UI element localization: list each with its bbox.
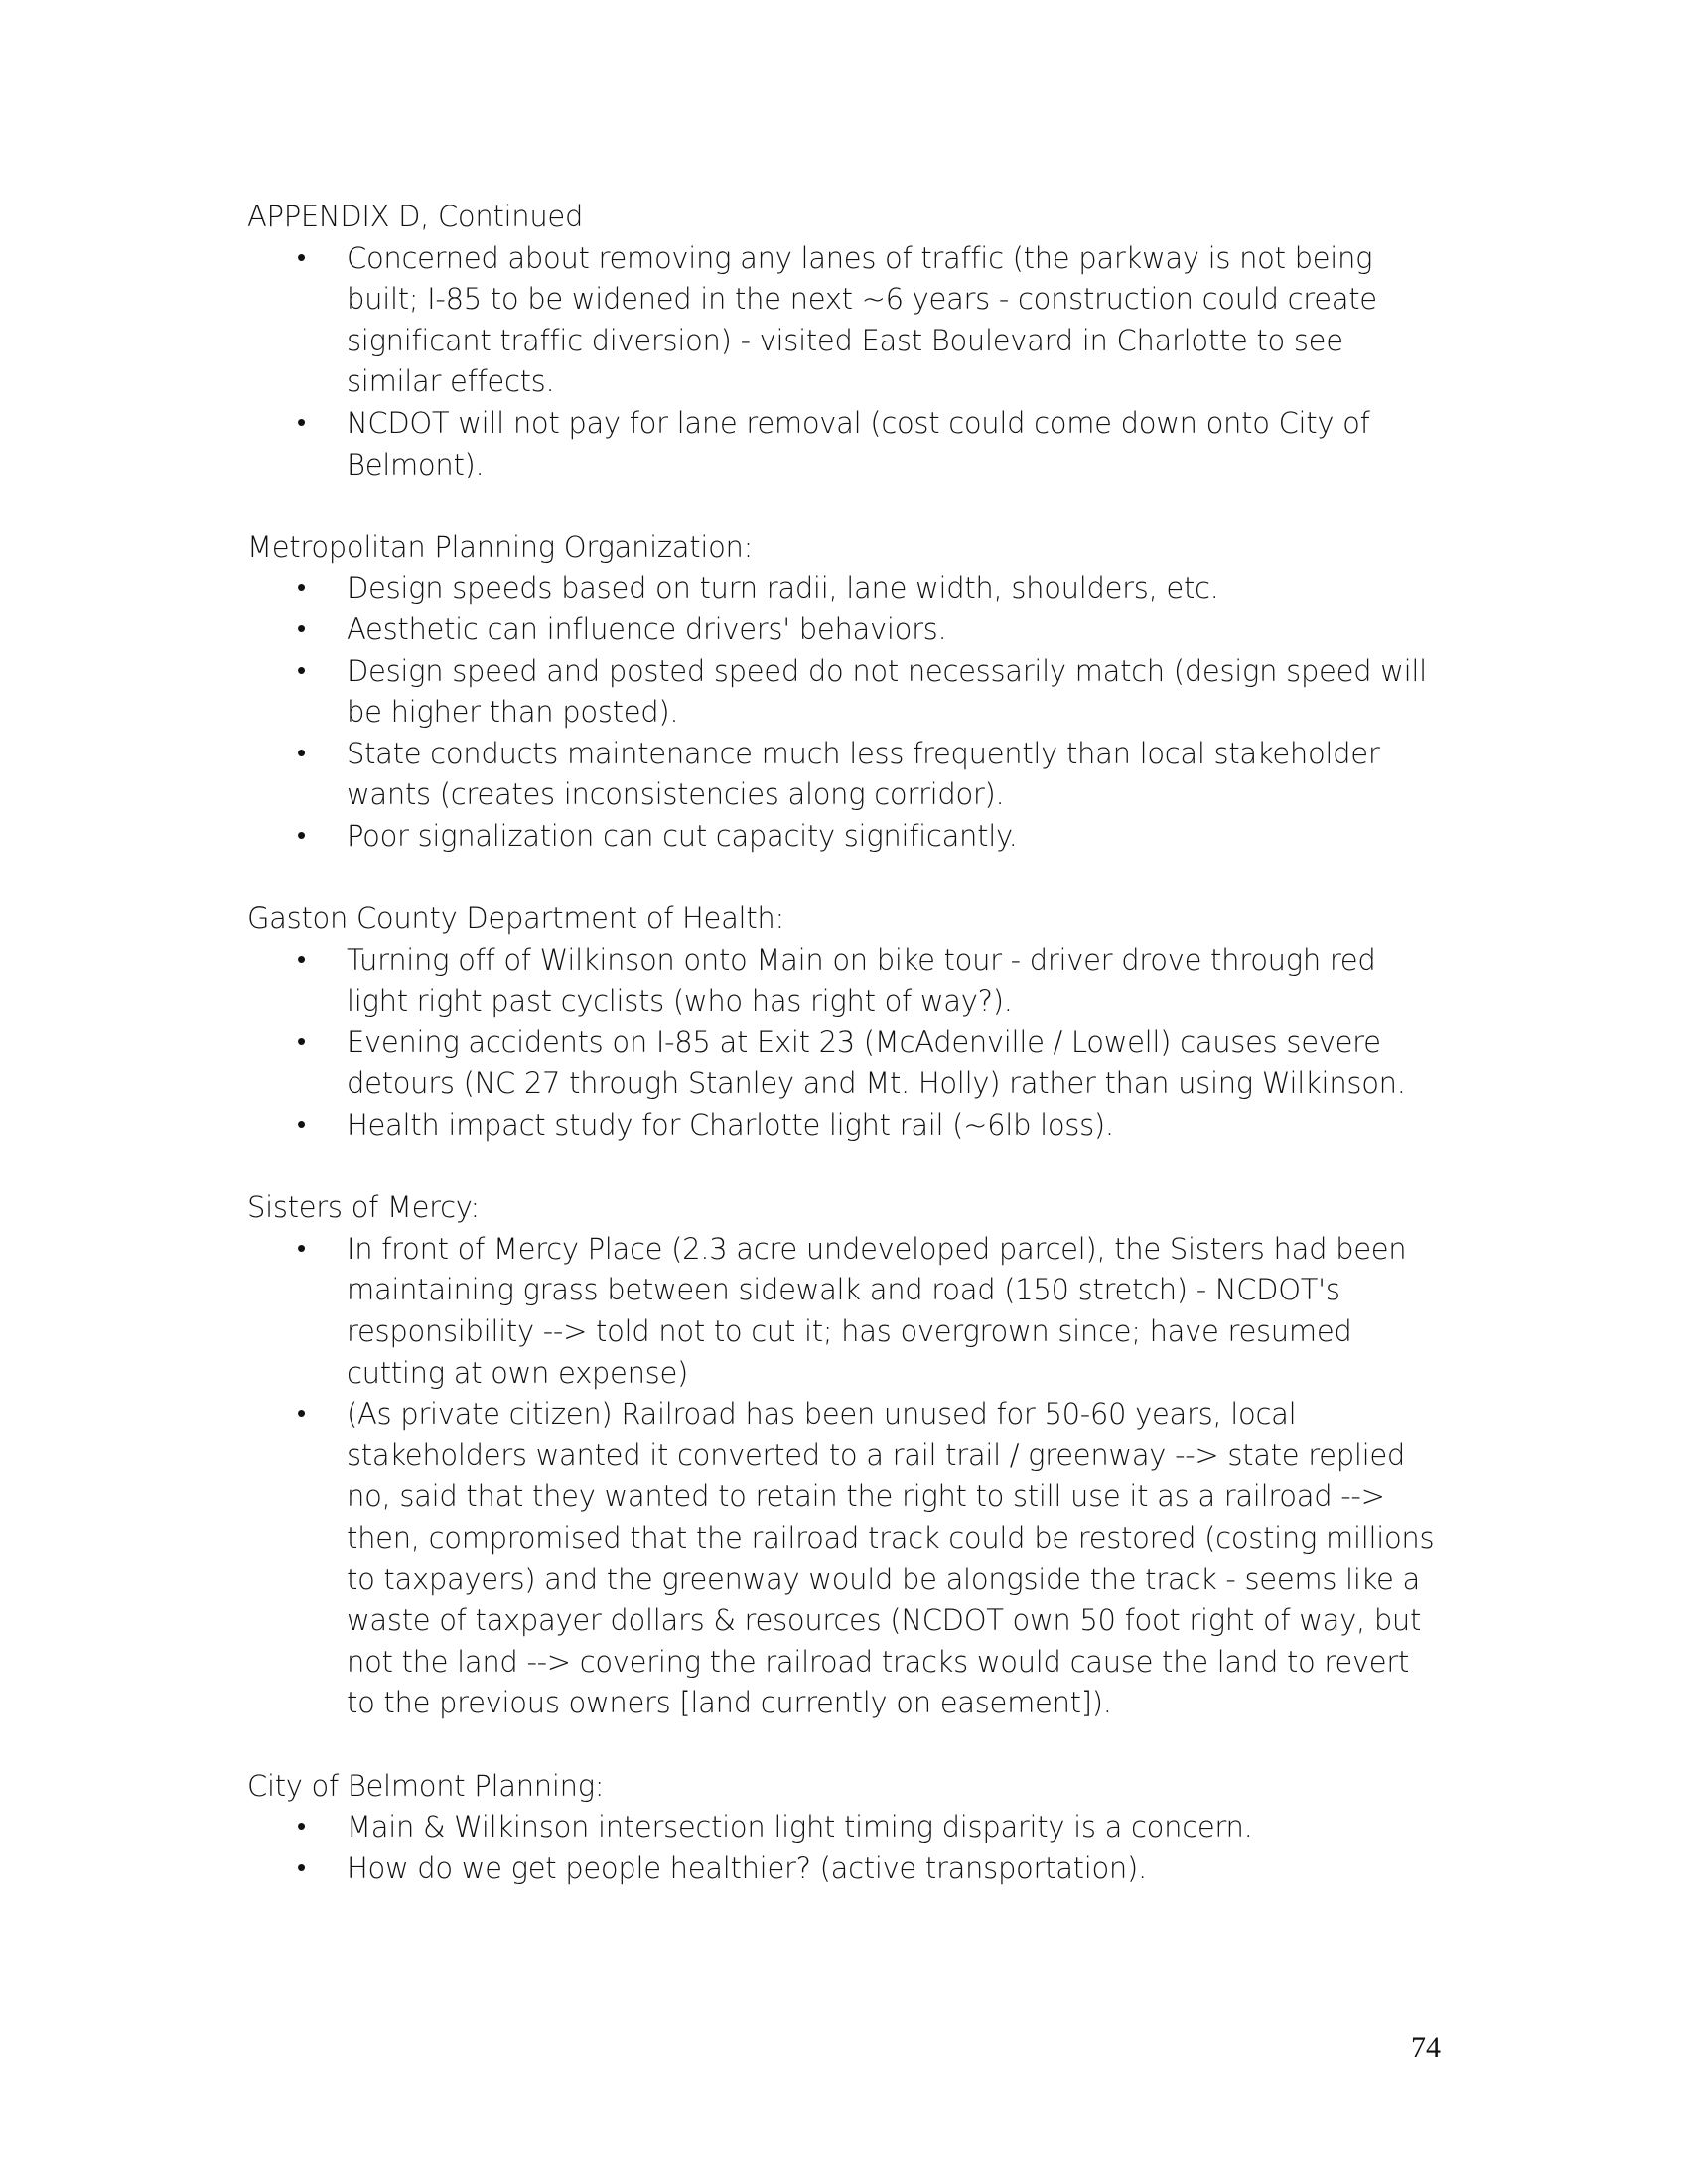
section-metropolitan-planning <box>247 527 1439 858</box>
section-heading: City of Belmont Planning: <box>247 1768 605 1803</box>
section-gaston-health <box>247 898 1439 1147</box>
bullet-list <box>247 1807 1439 1889</box>
section-heading: Sisters of Mercy: <box>247 1190 481 1225</box>
list-item-text: State conducts maintenance much less frequently than local stakeholder wants (creates inconsistencies along corridor). <box>347 736 1380 812</box>
list-item <box>247 1105 1439 1147</box>
list-item-text: Design speeds based on turn radii, lane width, shoulders, etc. <box>347 571 1219 606</box>
bullet-icon: • <box>297 820 306 851</box>
bullet-icon: • <box>297 242 306 273</box>
list-item <box>247 610 1439 651</box>
bullet-list <box>247 940 1439 1147</box>
bullet-icon: • <box>297 1852 306 1883</box>
list-item <box>247 568 1439 610</box>
list-item-text: How do we get people healthier? (active transportation). <box>347 1850 1147 1885</box>
bullet-icon: • <box>297 1233 306 1264</box>
bullet-list <box>247 1229 1439 1724</box>
bullet-icon: • <box>297 738 306 768</box>
section-heading: APPENDIX D, Continued <box>247 200 584 233</box>
list-item-text: Poor signalization can cut capacity significantly. <box>347 818 1018 853</box>
list-item-text: Concerned about removing any lanes of traffic (the parkway is not being built; I-85 to be widened in the next ~6 years - construction could create significant traffic diversion) - visited East Boulevard in Charlotte to see similar effects. <box>347 240 1377 399</box>
list-item <box>247 940 1439 1023</box>
bullet-list <box>247 238 1439 486</box>
list-item <box>247 403 1439 485</box>
bullet-list <box>247 568 1439 857</box>
section-heading: Gaston County Department of Health: <box>247 901 784 936</box>
bullet-icon: • <box>297 407 306 438</box>
list-item <box>247 816 1439 858</box>
bullet-icon: • <box>297 1110 306 1141</box>
list-item <box>247 651 1439 734</box>
bullet-icon: • <box>297 614 306 644</box>
list-item-text: Design speed and posted speed do not necessarily match (design speed will be higher than posted). <box>347 653 1427 730</box>
bullet-icon: • <box>297 573 306 604</box>
section-appendix-d <box>247 197 1439 485</box>
list-item-text: Health impact study for Charlotte light rail (~6lb loss). <box>347 1108 1114 1143</box>
list-item-text: NCDOT will not pay for lane removal (cost could come down onto City of Belmont). <box>347 405 1370 481</box>
bullet-icon: • <box>297 655 306 686</box>
bullet-icon: • <box>297 944 306 975</box>
list-item-text: In front of Mercy Place (2.3 acre undeveloped parcel), the Sisters had been maintaining grass between sidewalk and road (150 stretch) - NCDOT's responsibility --> told not to cut it; has overgrown since; have resumed cutting at own expense) <box>347 1231 1407 1390</box>
section-belmont-planning <box>247 1766 1439 1890</box>
bullet-icon: • <box>297 1399 306 1430</box>
bullet-icon: • <box>297 1026 306 1057</box>
list-item <box>247 1394 1439 1724</box>
list-item <box>247 1848 1439 1890</box>
list-item <box>247 1229 1439 1394</box>
list-item <box>247 1807 1439 1848</box>
list-item-text: (As private citizen) Railroad has been unused for 50-60 years, local stakeholders wanted it converted to a rail trail / greenway --> state replied no, said that they wanted to retain the right to still use it as a railroad --> then, compromised that the railroad track could be restored (costing millions to taxpayers) and the greenway would be alongside the track - seems like a waste of taxpayer dollars & resources (NCDOT own 50 foot right of way, but not the land --> covering the railroad tracks would cause the land to revert to the previous owners [land currently on easement]). <box>347 1397 1435 1720</box>
bullet-icon: • <box>297 1812 306 1843</box>
list-item <box>247 1023 1439 1105</box>
list-item <box>247 734 1439 816</box>
list-item-text: Aesthetic can influence drivers' behaviors. <box>347 612 947 646</box>
section-heading: Metropolitan Planning Organization: <box>247 529 754 564</box>
list-item-text: Main & Wilkinson intersection light timing disparity is a concern. <box>347 1810 1253 1844</box>
section-sisters-of-mercy <box>247 1187 1439 1724</box>
page-number: 74 <box>1411 2031 1441 2064</box>
list-item <box>247 238 1439 403</box>
list-item-text: Turning off of Wilkinson onto Main on bike tour - driver drove through red light right past cyclists (who has right of way?). <box>347 942 1376 1019</box>
list-item-text: Evening accidents on I-85 at Exit 23 (McAdenville / Lowell) causes severe detours (NC 27 through Stanley and Mt. Holly) rather than using Wilkinson. <box>347 1024 1406 1101</box>
page-content <box>247 197 1439 1931</box>
